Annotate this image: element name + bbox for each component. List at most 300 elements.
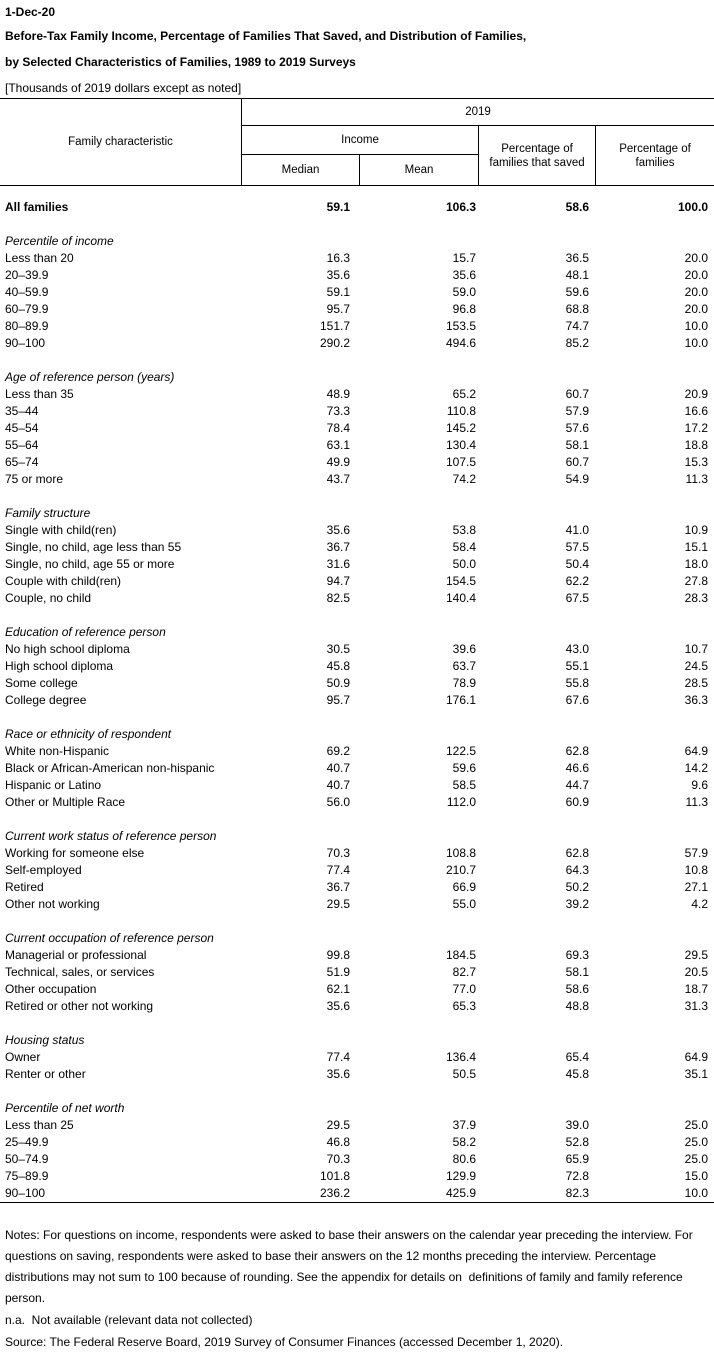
pct-saved-value: 39.2 <box>565 897 589 911</box>
pct-families-value: 10.7 <box>684 642 708 656</box>
row-label: Single, no child, age 55 or more <box>5 557 175 571</box>
row-label: All families <box>5 200 69 214</box>
table-row <box>0 1066 714 1083</box>
table-row <box>0 692 714 709</box>
spacer-row <box>0 913 714 930</box>
pct-families-value: 20.0 <box>684 251 708 265</box>
median-value: 73.3 <box>326 404 350 418</box>
pct-families-value: 27.1 <box>684 880 708 894</box>
mean-value: 176.1 <box>445 693 476 707</box>
mean-value <box>359 726 478 743</box>
row-label <box>0 352 241 369</box>
row-label: 40–59.9 <box>5 285 49 299</box>
mean-value <box>359 624 478 641</box>
pct-saved-value <box>478 488 595 505</box>
pct-saved-value <box>478 828 595 845</box>
mean-value: 78.9 <box>452 676 476 690</box>
median-value <box>241 913 359 930</box>
pct-families-value: 10.9 <box>684 523 708 537</box>
pct-saved-value: 55.8 <box>565 676 589 690</box>
pct-families-value: 64.9 <box>684 744 708 758</box>
pct-families-value <box>595 913 714 930</box>
median-value: 59.1 <box>326 285 350 299</box>
pct-families-value <box>595 709 714 726</box>
row-label: 90–100 <box>5 1186 46 1200</box>
section-header-row <box>0 726 714 743</box>
pct-families-value <box>595 930 714 947</box>
mean-value: 129.9 <box>445 1169 476 1183</box>
pct-families-value <box>595 233 714 250</box>
median-value: 36.7 <box>326 540 350 554</box>
mean-value: 108.8 <box>445 846 476 860</box>
table-row <box>0 556 714 573</box>
median-value: 36.7 <box>326 880 350 894</box>
median-value: 35.6 <box>326 1067 350 1081</box>
pct-saved-value: 65.4 <box>565 1050 589 1064</box>
row-label: Owner <box>5 1050 41 1064</box>
row-label: Working for someone else <box>5 846 145 860</box>
pct-saved-value: 85.2 <box>565 336 589 350</box>
table-row <box>0 777 714 794</box>
mean-value: 65.2 <box>452 387 476 401</box>
table-row <box>0 947 714 964</box>
median-value: 70.3 <box>326 1152 350 1166</box>
table-row <box>0 1168 714 1185</box>
pct-families-value: 35.1 <box>684 1067 708 1081</box>
mean-value <box>359 1083 478 1100</box>
pct-families-value <box>595 1100 714 1117</box>
mean-value: 130.4 <box>445 438 476 452</box>
median-value <box>241 726 359 743</box>
table-header <box>0 98 714 186</box>
pct-saved-value: 60.9 <box>565 795 589 809</box>
pct-families-value <box>595 726 714 743</box>
pct-families-value <box>595 1015 714 1032</box>
mean-value: 39.6 <box>452 642 476 656</box>
mean-value: 15.7 <box>452 251 476 265</box>
pct-families-value: 27.8 <box>684 574 708 588</box>
pct-saved-value <box>478 811 595 828</box>
mean-value: 136.4 <box>445 1050 476 1064</box>
section-title: Percentile of income <box>5 234 114 248</box>
table-row <box>0 335 714 352</box>
spacer-row <box>0 607 714 624</box>
row-label: Some college <box>5 676 78 690</box>
mean-value: 106.3 <box>445 200 476 214</box>
median-value: 63.1 <box>326 438 350 452</box>
column-header-pct-families-saved <box>479 126 595 185</box>
pct-saved-value: 46.6 <box>565 761 589 775</box>
median-value <box>241 488 359 505</box>
pct-families-value: 20.0 <box>684 302 708 316</box>
pct-saved-value: 58.1 <box>565 438 589 452</box>
table-body <box>0 186 714 1202</box>
section-title: Education of reference person <box>5 625 166 639</box>
table-row <box>0 318 714 335</box>
row-label <box>0 607 241 624</box>
pct-saved-value: 64.3 <box>565 863 589 877</box>
median-value: 16.3 <box>326 251 350 265</box>
pct-saved-value: 65.9 <box>565 1152 589 1166</box>
median-value: 94.7 <box>326 574 350 588</box>
median-value: 70.3 <box>326 846 350 860</box>
pct-families-value: 17.2 <box>684 421 708 435</box>
median-value: 82.5 <box>326 591 350 605</box>
mean-value <box>359 709 478 726</box>
mean-value <box>359 607 478 624</box>
median-value: 69.2 <box>326 744 350 758</box>
mean-value: 35.6 <box>452 268 476 282</box>
median-value: 35.6 <box>326 268 350 282</box>
pct-saved-value <box>478 1015 595 1032</box>
pct-saved-value: 45.8 <box>565 1067 589 1081</box>
header-bottom-border <box>0 185 714 186</box>
column-header-mean: Mean <box>404 164 434 176</box>
median-value: 236.2 <box>319 1186 350 1200</box>
spacer-row <box>0 352 714 369</box>
median-value: 50.9 <box>326 676 350 690</box>
mean-value: 145.2 <box>445 421 476 435</box>
median-value: 35.6 <box>326 999 350 1013</box>
column-header-pct-families <box>596 126 714 185</box>
pct-saved-value: 67.5 <box>565 591 589 605</box>
median-value: 46.8 <box>326 1135 350 1149</box>
row-label: Technical, sales, or services <box>5 965 155 979</box>
median-value: 95.7 <box>326 693 350 707</box>
column-header-year: 2019 <box>465 106 491 118</box>
mean-value: 80.6 <box>452 1152 476 1166</box>
section-header-row <box>0 1032 714 1049</box>
pct-saved-value: 68.8 <box>565 302 589 316</box>
median-value: 45.8 <box>326 659 350 673</box>
column-header-family-characteristic: Family characteristic <box>68 136 173 148</box>
column-header-income: Income <box>341 134 379 146</box>
row-label: 45–54 <box>5 421 39 435</box>
column-header-median: Median <box>281 164 320 176</box>
mean-value: 107.5 <box>445 455 476 469</box>
pct-families-line1: Percentage of <box>619 142 691 155</box>
section-title: Current occupation of reference person <box>5 931 214 945</box>
median-value: 62.1 <box>326 982 350 996</box>
row-label: Other occupation <box>5 982 97 996</box>
pct-saved-value <box>478 709 595 726</box>
median-value <box>241 811 359 828</box>
median-value <box>241 1015 359 1032</box>
mean-value <box>359 828 478 845</box>
median-value: 49.9 <box>326 455 350 469</box>
median-value: 95.7 <box>326 302 350 316</box>
median-value: 30.5 <box>326 642 350 656</box>
pct-families-value: 25.0 <box>684 1118 708 1132</box>
table-row <box>0 437 714 454</box>
section-header-row <box>0 930 714 947</box>
section-header-row <box>0 505 714 522</box>
median-value <box>241 352 359 369</box>
source-note: Source: The Federal Reserve Board, 2019 Survey of Consumer Finances (accessed December 1, 2020). <box>5 1335 564 1349</box>
table-row <box>0 641 714 658</box>
mean-value: 37.9 <box>452 1118 476 1132</box>
pct-families-value: 28.3 <box>684 591 708 605</box>
pct-families-value: 57.9 <box>684 846 708 860</box>
pct-saved-value: 57.9 <box>565 404 589 418</box>
row-label: No high school diploma <box>5 642 130 656</box>
median-value <box>241 1083 359 1100</box>
pct-saved-value: 57.6 <box>565 421 589 435</box>
median-value: 40.7 <box>326 778 350 792</box>
table-row <box>0 454 714 471</box>
pct-saved-value: 62.8 <box>565 846 589 860</box>
pct-saved-value <box>478 505 595 522</box>
pct-families-value <box>595 505 714 522</box>
mean-value: 153.5 <box>445 319 476 333</box>
median-value: 35.6 <box>326 523 350 537</box>
median-value: 101.8 <box>319 1169 350 1183</box>
pct-saved-value: 58.6 <box>565 982 589 996</box>
mean-value: 59.0 <box>452 285 476 299</box>
mean-value: 58.4 <box>452 540 476 554</box>
table-row <box>0 1049 714 1066</box>
row-label: 80–89.9 <box>5 319 49 333</box>
median-value: 77.4 <box>326 863 350 877</box>
pct-saved-value <box>478 352 595 369</box>
pct-saved-value: 43.0 <box>565 642 589 656</box>
pct-families-value: 36.3 <box>684 693 708 707</box>
pct-saved-value: 50.2 <box>565 880 589 894</box>
notes-block <box>0 1203 714 1353</box>
median-value <box>241 216 359 233</box>
table-row <box>0 573 714 590</box>
median-value <box>241 930 359 947</box>
pct-saved-line1: Percentage of <box>501 142 573 155</box>
pct-saved-value <box>478 930 595 947</box>
median-value <box>241 607 359 624</box>
table-row <box>0 267 714 284</box>
table-row <box>0 301 714 318</box>
pct-saved-value: 60.7 <box>565 387 589 401</box>
pct-families-value <box>595 216 714 233</box>
mean-value <box>359 488 478 505</box>
median-value <box>241 1100 359 1117</box>
mean-value: 50.0 <box>452 557 476 571</box>
mean-value: 184.5 <box>445 948 476 962</box>
spacer-row <box>0 709 714 726</box>
row-label: Single, no child, age less than 55 <box>5 540 182 554</box>
median-value: 151.7 <box>319 319 350 333</box>
pct-families-value: 16.6 <box>684 404 708 418</box>
pct-families-value <box>595 828 714 845</box>
table-row <box>0 675 714 692</box>
row-label <box>0 216 241 233</box>
pct-saved-value: 60.7 <box>565 455 589 469</box>
pct-saved-value <box>478 233 595 250</box>
pct-families-value: 20.5 <box>684 965 708 979</box>
pct-saved-value: 62.8 <box>565 744 589 758</box>
median-value <box>241 505 359 522</box>
mean-value: 50.5 <box>452 1067 476 1081</box>
row-label: 60–79.9 <box>5 302 49 316</box>
pct-families-value <box>595 369 714 386</box>
pct-saved-value <box>478 369 595 386</box>
table-row <box>0 420 714 437</box>
median-value: 77.4 <box>326 1050 350 1064</box>
row-label: Managerial or professional <box>5 948 147 962</box>
row-label: 50–74.9 <box>5 1152 49 1166</box>
mean-value: 122.5 <box>445 744 476 758</box>
pct-saved-line2: families that saved <box>489 156 585 169</box>
pct-families-value: 20.9 <box>684 387 708 401</box>
pct-families-value: 14.2 <box>684 761 708 775</box>
mean-value: 58.2 <box>452 1135 476 1149</box>
mean-value: 74.2 <box>452 472 476 486</box>
table-row <box>0 896 714 913</box>
mean-value <box>359 233 478 250</box>
mean-value: 66.9 <box>452 880 476 894</box>
pct-saved-value: 72.8 <box>565 1169 589 1183</box>
title-line-1: Before-Tax Family Income, Percentage of Families That Saved, and Distribution of Families, <box>5 29 527 43</box>
pct-saved-value: 54.9 <box>565 472 589 486</box>
row-label <box>0 1083 241 1100</box>
mean-value: 210.7 <box>445 863 476 877</box>
pct-families-value: 24.5 <box>684 659 708 673</box>
pct-saved-value <box>478 1083 595 1100</box>
pct-saved-value: 58.1 <box>565 965 589 979</box>
table-row <box>0 1117 714 1134</box>
pct-saved-value: 41.0 <box>565 523 589 537</box>
pct-saved-value <box>478 624 595 641</box>
table-row <box>0 386 714 403</box>
pct-families-value <box>595 352 714 369</box>
pct-saved-value: 58.6 <box>565 200 589 214</box>
mean-value: 77.0 <box>452 982 476 996</box>
table-row <box>0 403 714 420</box>
section-header-row <box>0 233 714 250</box>
na-note: n.a. Not available (relevant data not collected) <box>5 1313 253 1327</box>
pct-families-value: 10.8 <box>684 863 708 877</box>
mean-value: 494.6 <box>445 336 476 350</box>
pct-families-value: 10.0 <box>684 1186 708 1200</box>
table-row <box>0 199 714 216</box>
median-value <box>241 828 359 845</box>
table-row <box>0 284 714 301</box>
median-value: 99.8 <box>326 948 350 962</box>
pct-saved-value: 57.5 <box>565 540 589 554</box>
median-value: 31.6 <box>326 557 350 571</box>
mean-value: 112.0 <box>446 795 476 809</box>
pct-families-value <box>595 488 714 505</box>
pct-saved-value <box>478 913 595 930</box>
pct-saved-value <box>478 726 595 743</box>
pct-saved-value: 74.7 <box>565 319 589 333</box>
median-value <box>241 624 359 641</box>
section-header-row <box>0 828 714 845</box>
row-label: 90–100 <box>5 336 46 350</box>
row-label: Self-employed <box>5 863 82 877</box>
pct-families-value: 10.0 <box>684 319 708 333</box>
row-label: Couple, no child <box>5 591 92 605</box>
notes-paragraph: Notes: For questions on income, respondents were asked to base their answers on the calendar year preceding the interview. For questions on saving, respondents were asked to base their answers on the 12 months preceding the interview. Percentage distributions may not sum to 100 because of rounding. See the appendix for details on definitions of family and family reference person. <box>5 1228 697 1305</box>
date-label: 1-Dec-20 <box>5 5 56 19</box>
pct-families-value: 15.0 <box>684 1169 708 1183</box>
section-header-row <box>0 1100 714 1117</box>
pct-saved-value: 48.1 <box>565 268 589 282</box>
mean-value: 110.8 <box>446 404 476 418</box>
mean-value: 58.5 <box>452 778 476 792</box>
mean-value <box>359 913 478 930</box>
pct-families-value: 31.3 <box>684 999 708 1013</box>
section-header-row <box>0 369 714 386</box>
row-label: 55–64 <box>5 438 39 452</box>
table-row <box>0 471 714 488</box>
mean-value <box>359 930 478 947</box>
spacer-row <box>0 811 714 828</box>
table-row <box>0 760 714 777</box>
row-label: Other or Multiple Race <box>5 795 126 809</box>
median-value: 51.9 <box>326 965 350 979</box>
row-label: Retired or other not working <box>5 999 154 1013</box>
median-value: 290.2 <box>319 336 350 350</box>
row-label: Less than 20 <box>5 251 74 265</box>
pct-families-value: 25.0 <box>684 1135 708 1149</box>
pct-families-value <box>595 811 714 828</box>
pct-families-value: 11.3 <box>685 795 708 809</box>
mean-value <box>359 1100 478 1117</box>
row-label <box>0 1015 241 1032</box>
mean-value <box>359 369 478 386</box>
table-row <box>0 590 714 607</box>
row-label <box>0 709 241 726</box>
title-block <box>0 0 714 95</box>
row-label <box>0 811 241 828</box>
row-label: 65–74 <box>5 455 39 469</box>
median-value: 56.0 <box>326 795 350 809</box>
pct-families-line2: families <box>635 156 675 169</box>
pct-families-value <box>595 624 714 641</box>
pct-families-value: 10.0 <box>684 336 708 350</box>
mean-value <box>359 505 478 522</box>
row-label: High school diploma <box>5 659 114 673</box>
pct-saved-value <box>478 216 595 233</box>
table-row <box>0 539 714 556</box>
table-row <box>0 794 714 811</box>
spacer-row <box>0 1083 714 1100</box>
table-row <box>0 1134 714 1151</box>
table-row <box>0 250 714 267</box>
row-label: White non-Hispanic <box>5 744 110 758</box>
mean-value: 96.8 <box>452 302 476 316</box>
row-label: 20–39.9 <box>5 268 49 282</box>
table-row <box>0 658 714 675</box>
row-label: 35–44 <box>5 404 39 418</box>
row-label: Renter or other <box>5 1067 86 1081</box>
table-row <box>0 862 714 879</box>
median-value: 43.7 <box>326 472 350 486</box>
pct-saved-value: 44.7 <box>565 778 589 792</box>
pct-saved-value <box>478 1032 595 1049</box>
units-note: [Thousands of 2019 dollars except as noted] <box>5 81 242 95</box>
section-title: Housing status <box>5 1033 85 1047</box>
section-title: Age of reference person (years) <box>5 370 175 384</box>
row-label: Single with child(ren) <box>5 523 117 537</box>
pct-saved-value: 59.6 <box>565 285 589 299</box>
mean-value: 425.9 <box>445 1186 476 1200</box>
mean-value <box>359 1015 478 1032</box>
mean-value: 82.7 <box>452 965 476 979</box>
pct-families-value: 18.8 <box>684 438 708 452</box>
row-label: Less than 25 <box>5 1118 74 1132</box>
pct-saved-value: 82.3 <box>565 1186 589 1200</box>
mean-value: 53.8 <box>452 523 476 537</box>
section-title: Percentile of net worth <box>5 1101 125 1115</box>
